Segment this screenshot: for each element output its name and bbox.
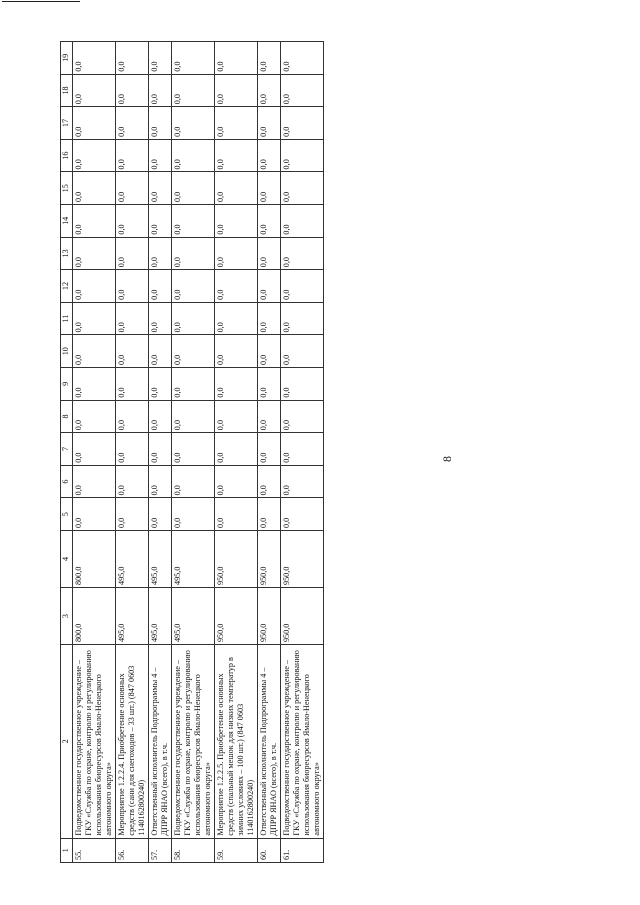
value-cell: 0,0 — [116, 74, 149, 107]
value-cell: 0,0 — [258, 302, 281, 335]
column-header: 11 — [61, 302, 73, 335]
column-header: 12 — [61, 270, 73, 303]
value-cell: 0,0 — [172, 335, 215, 368]
value-cell: 0,0 — [149, 74, 172, 107]
value-cell: 0,0 — [116, 107, 149, 140]
value-cell: 0,0 — [172, 237, 215, 270]
value-cell: 0,0 — [215, 205, 258, 238]
column-header: 17 — [61, 107, 73, 140]
value-cell: 495,0 — [116, 588, 149, 645]
row-number-cell: 59. — [215, 838, 258, 862]
column-header: 6 — [61, 465, 73, 498]
column-header: 16 — [61, 139, 73, 172]
value-cell: 0,0 — [215, 433, 258, 466]
value-cell: 0,0 — [149, 42, 172, 75]
value-cell: 0,0 — [172, 74, 215, 107]
value-cell: 950,0 — [281, 530, 324, 587]
value-cell: 0,0 — [281, 498, 324, 531]
table-row — [116, 42, 149, 863]
value-cell: 0,0 — [258, 335, 281, 368]
table-row — [149, 42, 172, 863]
row-description-cell: Мероприятие 1.2.2.4. Приобретение основных средств (сани для снегоходов – 33 шт.) (847 0603 1140162800240) — [116, 645, 149, 839]
value-cell: 0,0 — [215, 172, 258, 205]
value-cell: 0,0 — [149, 433, 172, 466]
value-cell: 495,0 — [172, 588, 215, 645]
value-cell: 0,0 — [281, 433, 324, 466]
value-cell: 0,0 — [258, 172, 281, 205]
value-cell: 0,0 — [281, 400, 324, 433]
value-cell: 0,0 — [281, 335, 324, 368]
value-cell: 0,0 — [149, 302, 172, 335]
value-cell: 0,0 — [73, 237, 116, 270]
value-cell: 950,0 — [258, 530, 281, 587]
row-description-cell: Ответственный исполнитель Подпрограммы 4 – ДПРР ЯНАО (всего), в т.ч. — [149, 645, 172, 839]
value-cell: 800,0 — [73, 588, 116, 645]
value-cell: 495,0 — [149, 530, 172, 587]
value-cell: 0,0 — [172, 172, 215, 205]
table-body — [73, 42, 324, 863]
value-cell: 0,0 — [215, 237, 258, 270]
value-cell: 950,0 — [281, 588, 324, 645]
column-header: 7 — [61, 433, 73, 466]
column-header: 19 — [61, 42, 73, 75]
column-header: 2 — [61, 645, 73, 839]
value-cell: 0,0 — [172, 433, 215, 466]
value-cell: 0,0 — [215, 107, 258, 140]
header-rule — [2, 1, 80, 2]
value-cell: 0,0 — [172, 400, 215, 433]
column-header: 4 — [61, 530, 73, 587]
value-cell: 0,0 — [172, 302, 215, 335]
budget-table — [60, 41, 324, 863]
value-cell: 0,0 — [116, 335, 149, 368]
table-row — [73, 42, 116, 863]
row-description-cell: Подведомственное государственное учреждение – ГКУ «Служба по охране, контролю и регулированию использования биоресурсов Ямало-Ненецкого автономного округа» — [73, 645, 116, 839]
value-cell: 0,0 — [149, 335, 172, 368]
column-header: 14 — [61, 205, 73, 238]
value-cell: 0,0 — [116, 270, 149, 303]
value-cell: 0,0 — [149, 237, 172, 270]
value-cell: 0,0 — [116, 465, 149, 498]
value-cell: 0,0 — [258, 433, 281, 466]
value-cell: 0,0 — [149, 139, 172, 172]
column-header: 15 — [61, 172, 73, 205]
value-cell: 0,0 — [258, 498, 281, 531]
column-header: 13 — [61, 237, 73, 270]
value-cell: 950,0 — [215, 588, 258, 645]
value-cell: 0,0 — [73, 42, 116, 75]
row-description-cell: Подведомственное государственное учреждение – ГКУ «Служба по охране, контролю и регулированию использования биоресурсов Ямало-Ненецкого автономного округа» — [172, 645, 215, 839]
value-cell: 0,0 — [73, 302, 116, 335]
column-header: 10 — [61, 335, 73, 368]
header-row — [61, 42, 73, 863]
table-row — [215, 42, 258, 863]
column-header: 3 — [61, 588, 73, 645]
value-cell: 0,0 — [258, 139, 281, 172]
value-cell: 0,0 — [149, 107, 172, 140]
value-cell: 0,0 — [215, 465, 258, 498]
value-cell: 0,0 — [116, 400, 149, 433]
column-header: 1 — [61, 838, 73, 862]
page-number: 8 — [440, 456, 454, 462]
value-cell: 0,0 — [73, 433, 116, 466]
value-cell: 0,0 — [281, 172, 324, 205]
row-description-cell: Мероприятие 1.2.2.5. Приобретение основных средств (спальный мешок для низких температур в зимних условиях – 100 шт.) (847 0603 1140162800240) — [215, 645, 258, 839]
value-cell: 0,0 — [73, 139, 116, 172]
table-row — [281, 42, 324, 863]
value-cell: 0,0 — [281, 139, 324, 172]
value-cell: 0,0 — [281, 42, 324, 75]
value-cell: 0,0 — [73, 107, 116, 140]
value-cell: 0,0 — [172, 498, 215, 531]
value-cell: 0,0 — [281, 74, 324, 107]
value-cell: 0,0 — [149, 172, 172, 205]
value-cell: 950,0 — [215, 530, 258, 587]
value-cell: 0,0 — [116, 433, 149, 466]
row-number-cell: 58. — [172, 838, 215, 862]
value-cell: 0,0 — [73, 74, 116, 107]
value-cell: 0,0 — [116, 302, 149, 335]
value-cell: 0,0 — [281, 237, 324, 270]
row-number-cell: 56. — [116, 838, 149, 862]
value-cell: 0,0 — [149, 400, 172, 433]
value-cell: 0,0 — [281, 302, 324, 335]
value-cell: 0,0 — [73, 498, 116, 531]
value-cell: 0,0 — [258, 400, 281, 433]
value-cell: 0,0 — [172, 42, 215, 75]
value-cell: 0,0 — [172, 270, 215, 303]
table-row — [172, 42, 215, 863]
value-cell: 0,0 — [258, 368, 281, 401]
value-cell: 0,0 — [73, 205, 116, 238]
value-cell: 0,0 — [149, 270, 172, 303]
rotated-table-container — [60, 41, 615, 863]
value-cell: 0,0 — [258, 465, 281, 498]
value-cell: 495,0 — [116, 530, 149, 587]
value-cell: 0,0 — [172, 368, 215, 401]
value-cell: 495,0 — [172, 530, 215, 587]
value-cell: 0,0 — [215, 498, 258, 531]
value-cell: 0,0 — [215, 400, 258, 433]
value-cell: 0,0 — [116, 139, 149, 172]
value-cell: 0,0 — [215, 368, 258, 401]
value-cell: 0,0 — [258, 42, 281, 75]
value-cell: 0,0 — [149, 465, 172, 498]
value-cell: 0,0 — [215, 42, 258, 75]
value-cell: 0,0 — [281, 270, 324, 303]
value-cell: 0,0 — [149, 205, 172, 238]
value-cell: 0,0 — [215, 335, 258, 368]
value-cell: 950,0 — [258, 588, 281, 645]
value-cell: 0,0 — [258, 205, 281, 238]
value-cell: 0,0 — [258, 270, 281, 303]
value-cell: 0,0 — [116, 498, 149, 531]
value-cell: 0,0 — [73, 172, 116, 205]
row-description-cell: Подведомственное государственное учреждение – ГКУ «Служба по охране, контролю и регулированию использования биоресурсов Ямало-Ненецкого автономного округа» — [281, 645, 324, 839]
value-cell: 800,0 — [73, 530, 116, 587]
column-header: 18 — [61, 74, 73, 107]
row-number-cell: 60. — [258, 838, 281, 862]
value-cell: 0,0 — [215, 270, 258, 303]
value-cell: 0,0 — [73, 270, 116, 303]
value-cell: 0,0 — [116, 237, 149, 270]
value-cell: 0,0 — [172, 205, 215, 238]
value-cell: 0,0 — [149, 498, 172, 531]
table-row — [258, 42, 281, 863]
value-cell: 0,0 — [116, 42, 149, 75]
value-cell: 0,0 — [281, 205, 324, 238]
value-cell: 0,0 — [116, 205, 149, 238]
column-header: 9 — [61, 368, 73, 401]
value-cell: 0,0 — [73, 400, 116, 433]
value-cell: 0,0 — [172, 107, 215, 140]
value-cell: 495,0 — [149, 588, 172, 645]
value-cell: 0,0 — [281, 368, 324, 401]
value-cell: 0,0 — [258, 237, 281, 270]
value-cell: 0,0 — [258, 74, 281, 107]
value-cell: 0,0 — [116, 172, 149, 205]
row-number-cell: 55. — [73, 838, 116, 862]
value-cell: 0,0 — [215, 74, 258, 107]
value-cell: 0,0 — [73, 465, 116, 498]
value-cell: 0,0 — [215, 302, 258, 335]
value-cell: 0,0 — [73, 368, 116, 401]
value-cell: 0,0 — [172, 465, 215, 498]
value-cell: 0,0 — [73, 335, 116, 368]
value-cell: 0,0 — [281, 465, 324, 498]
column-header: 5 — [61, 498, 73, 531]
value-cell: 0,0 — [149, 368, 172, 401]
row-description-cell: Ответственный исполнитель Подпрограммы 4 – ДПРР ЯНАО (всего), в т.ч. — [258, 645, 281, 839]
value-cell: 0,0 — [258, 107, 281, 140]
value-cell: 0,0 — [281, 107, 324, 140]
column-header: 8 — [61, 400, 73, 433]
row-number-cell: 61. — [281, 838, 324, 862]
row-number-cell: 57. — [149, 838, 172, 862]
value-cell: 0,0 — [215, 139, 258, 172]
value-cell: 0,0 — [116, 368, 149, 401]
value-cell: 0,0 — [172, 139, 215, 172]
